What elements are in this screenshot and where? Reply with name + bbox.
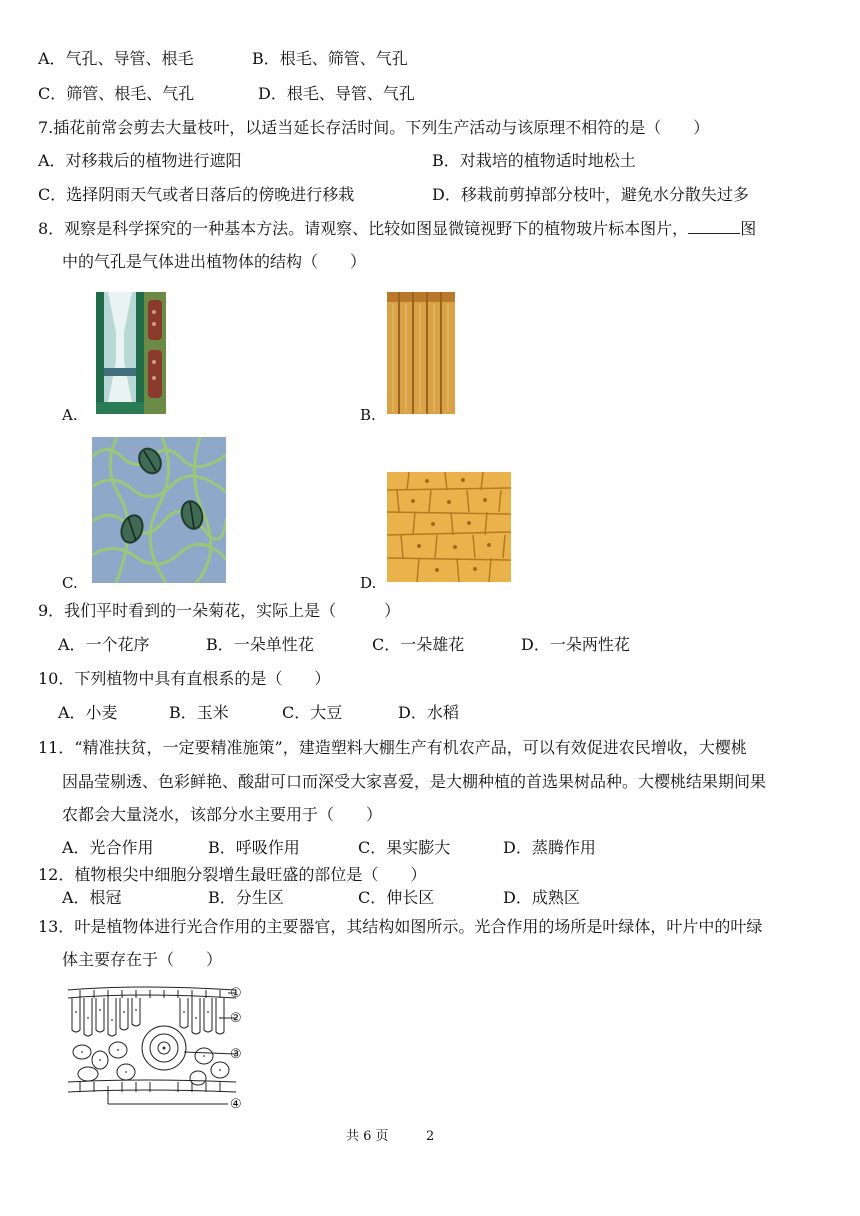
q11-option-b: B．呼吸作用 [208, 838, 300, 857]
q9-option-b: B．一朵单性花 [206, 635, 314, 654]
q10-option-c: C．大豆 [282, 703, 343, 722]
micrograph-c-stomata [92, 437, 226, 583]
q9-option-c: C．一朵雄花 [372, 635, 465, 654]
answer-blank [688, 219, 740, 234]
q9-option-a: A．一个花序 [58, 635, 150, 654]
q10-stem: 10．下列植物中具有直根系的是（ ） [38, 669, 331, 688]
q6-option-c: C．筛管、根毛、气孔 [38, 84, 195, 103]
q12-option-d: D．成熟区 [503, 888, 580, 907]
q11-option-d: D．蒸腾作用 [503, 838, 596, 857]
footer-page-number: 2 [426, 1129, 435, 1144]
q11-stem-line2: 因晶莹剔透、色彩鲜艳、酸甜可口而深受大家喜爱，是大棚种植的首选果树品种。大樱桃结果期间果 [62, 772, 767, 791]
q11-stem-line3: 农都会大量浇水，该部分水主要用于（ ） [62, 805, 383, 824]
q6-option-a: A．气孔、导管、根毛 [38, 49, 194, 68]
q8-stem-line2: 中的气孔是气体进出植物体的结构（ ） [62, 252, 367, 271]
q8-label-b: B. [360, 406, 376, 424]
q7-stem: 7.插花前常会剪去大量枝叶，以适当延长存活时间。下列生产活动与该原理不相符的是（ ） [38, 118, 710, 137]
q7-option-b: B．对栽培的植物适时地松土 [432, 151, 636, 170]
diagram-marker-3: ③ [230, 1047, 242, 1062]
q8-stem-tail: 图 [740, 219, 757, 238]
micrograph-d-epidermis [387, 472, 511, 582]
q7-option-c: C．选择阴雨天气或者日落后的傍晚进行移栽 [38, 185, 355, 204]
q12-stem: 12．植物根尖中细胞分裂增生最旺盛的部位是（ ） [38, 865, 427, 884]
q10-option-a: A．小麦 [58, 703, 118, 722]
q12-option-c: C．伸长区 [358, 888, 435, 907]
footer-total-pages: 共 6 页 [346, 1129, 389, 1144]
micrograph-a-vessel [96, 292, 166, 414]
q8-label-a: A. [62, 406, 78, 424]
q9-option-d: D．一朵两性花 [521, 635, 630, 654]
diagram-marker-4: ④ [230, 1097, 242, 1112]
q11-option-c: C．果实膨大 [358, 838, 451, 857]
q6-option-b: B．根毛、筛管、气孔 [252, 49, 408, 68]
q10-option-b: B．玉米 [169, 703, 229, 722]
q6-option-d: D．根毛、导管、气孔 [258, 84, 415, 103]
q7-option-d: D．移栽前剪掉部分枝叶，避免水分散失过多 [432, 185, 749, 204]
diagram-marker-2: ② [230, 1011, 242, 1026]
q8-label-d: D. [360, 574, 377, 592]
q8-stem-text: 8．观察是科学探究的一种基本方法。请观察、比较如图显微镜视野下的植物玻片标本图片， [38, 219, 689, 238]
q10-option-d: D．水稻 [398, 703, 459, 722]
q9-stem: 9．我们平时看到的一朵菊花，实际上是（ ） [38, 601, 401, 620]
q12-option-a: A．根冠 [62, 888, 122, 907]
q12-option-b: B．分生区 [208, 888, 284, 907]
q13-stem-line1: 13．叶是植物体进行光合作用的主要器官，其结构如图所示。光合作用的场所是叶绿体，叶片中的叶绿 [38, 917, 763, 936]
q11-option-a: A．光合作用 [62, 838, 154, 857]
micrograph-b-fibers [387, 292, 455, 414]
q8-stem [38, 218, 756, 240]
q13-stem-line2: 体主要存在于（ ） [62, 950, 223, 969]
q11-stem-line1: 11．“精准扶贫，一定要精准施策”，建造塑料大棚生产有机农产品，可以有效促进农民增收，大樱桃 [38, 738, 747, 757]
diagram-marker-1: ① [230, 986, 242, 1001]
q7-option-a: A．对移栽后的植物进行遮阳 [38, 151, 242, 170]
q8-label-c: C. [62, 574, 78, 592]
